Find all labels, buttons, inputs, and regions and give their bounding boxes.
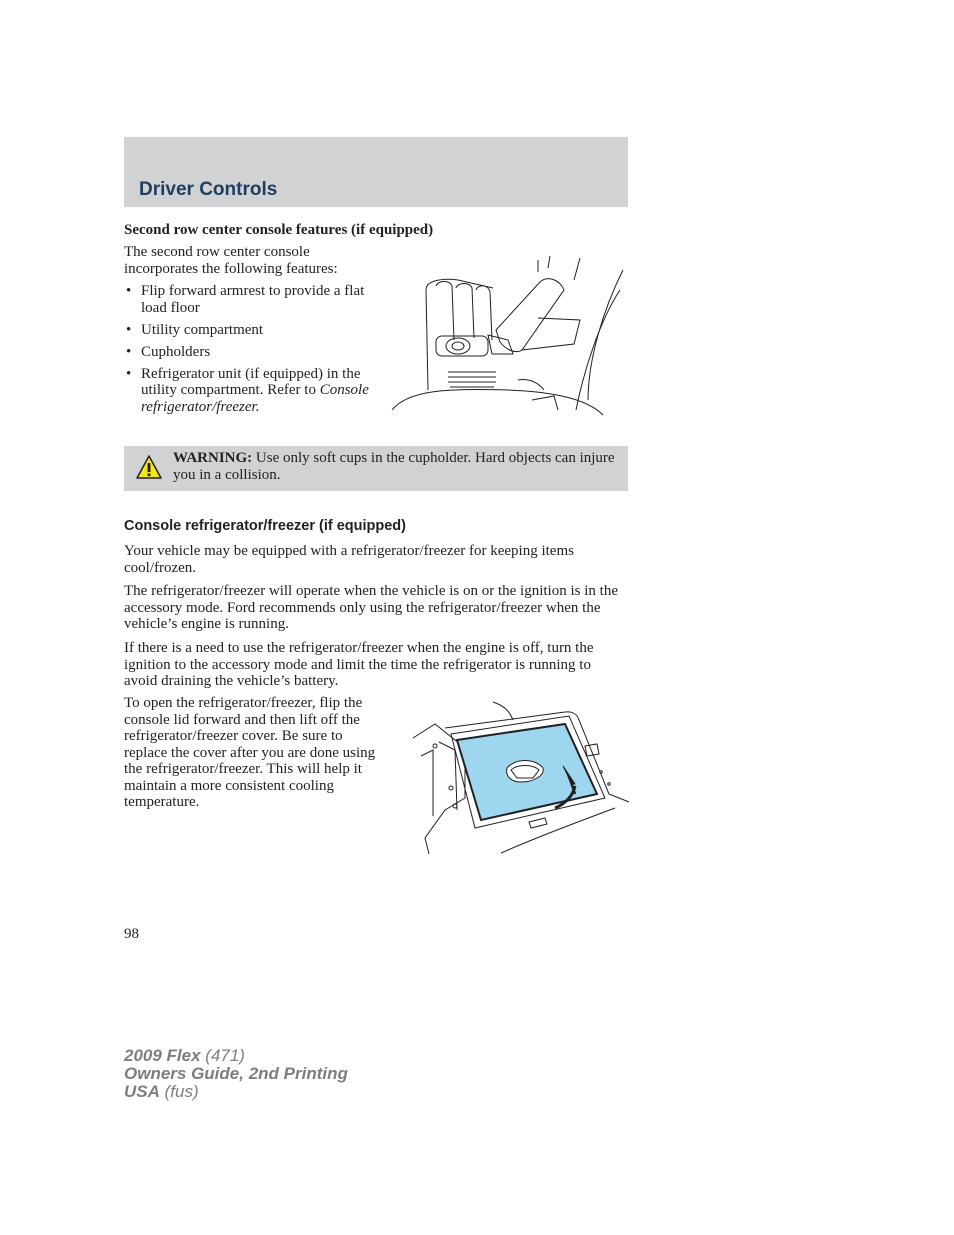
list-item: • Flip forward armrest to provide a flat load floor (124, 283, 379, 316)
footer-line (124, 1065, 348, 1083)
paragraph: Your vehicle may be equipped with a refrigerator/freezer for keeping items cool/frozen. (124, 543, 574, 576)
intro-paragraph: The second row center console incorporates the following features: (124, 244, 338, 277)
footer-edition: Owners Guide, 2nd Printing (124, 1064, 348, 1083)
list-item (124, 366, 379, 416)
warning-triangle-icon (135, 454, 163, 480)
list-item: • Cupholders (124, 344, 379, 361)
console-illustration (388, 250, 628, 420)
section-heading-refrigerator: Console refrigerator/freezer (if equipped) (124, 518, 406, 534)
cross-reference: Console refrigerator/freezer. (141, 382, 369, 415)
footer-model: 2009 Flex (124, 1046, 201, 1065)
refrigerator-cover-illustration (405, 698, 630, 856)
section-heading-console-features: Second row center console features (if equipped) (124, 222, 434, 238)
warning-box (124, 446, 628, 491)
paragraph: To open the refrigerator/freezer, flip the console lid forward and then lift off the refrigerator/freezer cover. Be sure to replace the cover after you are done using the refrigerator/freezer. This will help it maintain a more consistent cooling temperature. (124, 695, 376, 810)
page-title: Driver Controls (139, 179, 278, 200)
footer-line (124, 1083, 348, 1101)
page-number: 98 (124, 926, 139, 942)
warning-label: WARNING: (173, 450, 253, 466)
footer-model-code: (471) (200, 1046, 245, 1065)
header-band (124, 137, 628, 207)
warning-text (173, 450, 623, 483)
footer-line (124, 1047, 348, 1065)
list-item: • Utility compartment (124, 322, 379, 339)
paragraph: If there is a need to use the refrigerator/freezer when the engine is off, turn the ignition to the accessory mode and limit the time the refrigerator is running to avoid draining the vehicle’s battery. (124, 640, 594, 689)
feature-list (124, 283, 379, 421)
warning-message: Use only soft cups in the cupholder. Hard objects can injure you in a collision. (173, 450, 615, 483)
footer (124, 1047, 348, 1101)
list-item-text: Refrigerator unit (if equipped) in the utility compartment. Refer to (141, 365, 361, 398)
paragraph: The refrigerator/freezer will operate when the vehicle is on or the ignition is in the accessory mode. Ford recommends only using the refrigerator/freezer when the vehicle’s engine is running. (124, 583, 618, 632)
footer-market: USA (124, 1082, 160, 1101)
footer-market-code: (fus) (159, 1082, 199, 1101)
